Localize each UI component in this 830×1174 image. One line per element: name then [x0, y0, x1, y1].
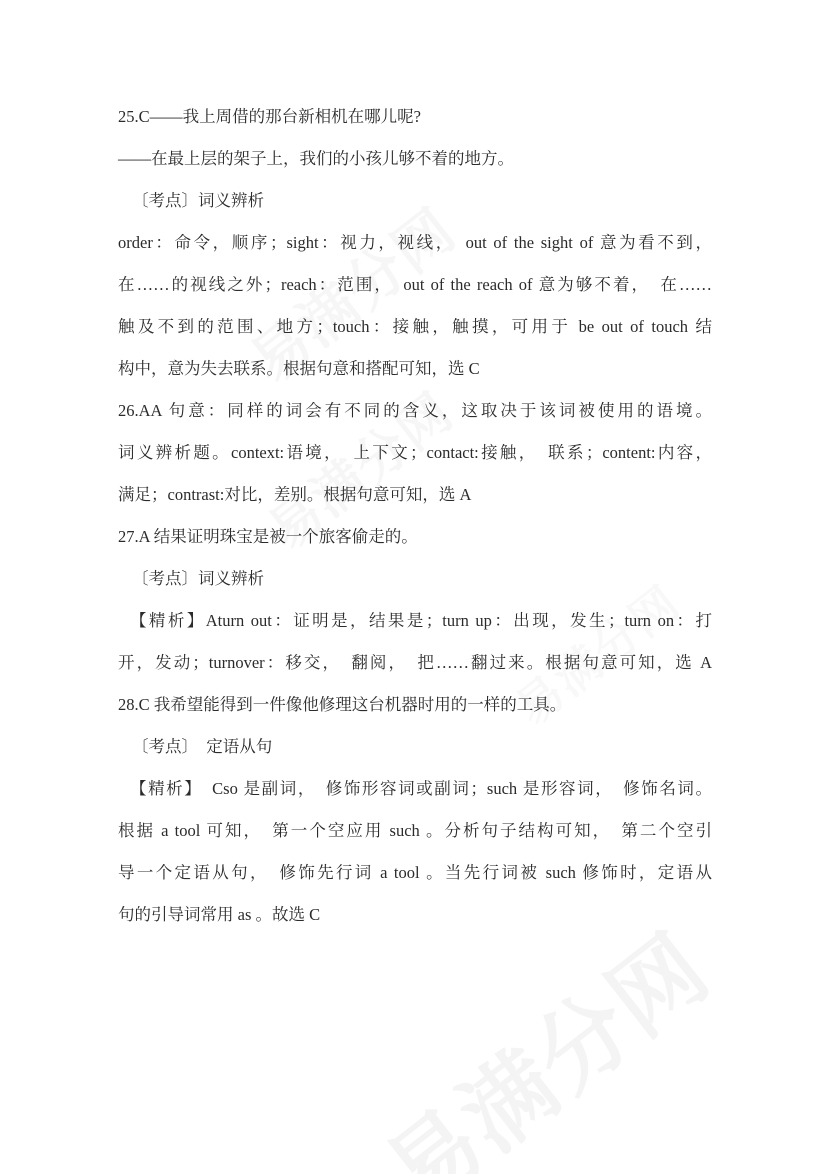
text-line-q28-jingxi-2: 根据 a tool 可知， 第一个空应用 such 。分析句子结构可知， 第二个空引 — [118, 821, 712, 840]
document-body — [118, 96, 712, 936]
text-line-q27-jingxi-2: 开，发动；turnover：移交， 翻阅， 把……翻过来。根据句意可知，选 A — [118, 653, 712, 672]
text-line-q25-expl-3: 触及不到的范围、地方；touch：接触，触摸，可用于 be out of touch 结 — [118, 317, 712, 336]
text-line-q27-stem-1: 27.A 结果证明珠宝是被一个旅客偷走的。 — [118, 527, 418, 546]
text-line-q25-stem-1: 25.C——我上周借的那台新相机在哪儿呢? — [118, 107, 421, 126]
text-line-q28-stem-1: 28.C 我希望能得到一件像他修理这台机器时用的一样的工具。 — [118, 695, 567, 714]
text-line-q27-jingxi-1: 【精析】Aturn out：证明是，结果是；turn up：出现，发生；turn on：打 — [130, 611, 712, 630]
text-line-q26-expl-1: 词义辨析题。context:语境， 上下文；contact:接触， 联系；content:内容， — [118, 443, 712, 462]
text-line-q26-expl-2: 满足；contrast:对比，差别。根据句意可知，选 A — [118, 485, 472, 504]
text-line-q25-kaodian: 〔考点〕词义辨析 — [132, 191, 264, 210]
text-line-q28-jingxi-4: 句的引导词常用 as 。故选 C — [118, 905, 321, 924]
text-line-q25-expl-2: 在……的视线之外；reach：范围， out of the reach of 意为够不着， 在…… — [118, 275, 712, 294]
text-line-q26-stem-1: 26.AA 句意：同样的词会有不同的含义，这取决于该词被使用的语境。 — [118, 401, 712, 420]
text-line-q25-stem-2: ——在最上层的架子上，我们的小孩儿够不着的地方。 — [118, 149, 514, 168]
text-line-q28-kaodian: 〔考点〕 定语从句 — [132, 737, 273, 756]
text-line-q25-expl-1: order：命令，顺序；sight：视力，视线， out of the sight of 意为看不到， — [118, 233, 712, 252]
text-line-q25-expl-4: 构中，意为失去联系。根据句意和搭配可知，选 C — [118, 359, 480, 378]
text-line-q28-jingxi-1: 【精析】 Cso 是副词， 修饰形容词或副词；such 是形容词， 修饰名词。 — [130, 779, 712, 798]
text-line-q27-kaodian: 〔考点〕词义辨析 — [132, 569, 264, 588]
text-line-q28-jingxi-3: 导一个定语从句， 修饰先行词 a tool 。当先行词被 such 修饰时，定语从 — [118, 863, 712, 882]
